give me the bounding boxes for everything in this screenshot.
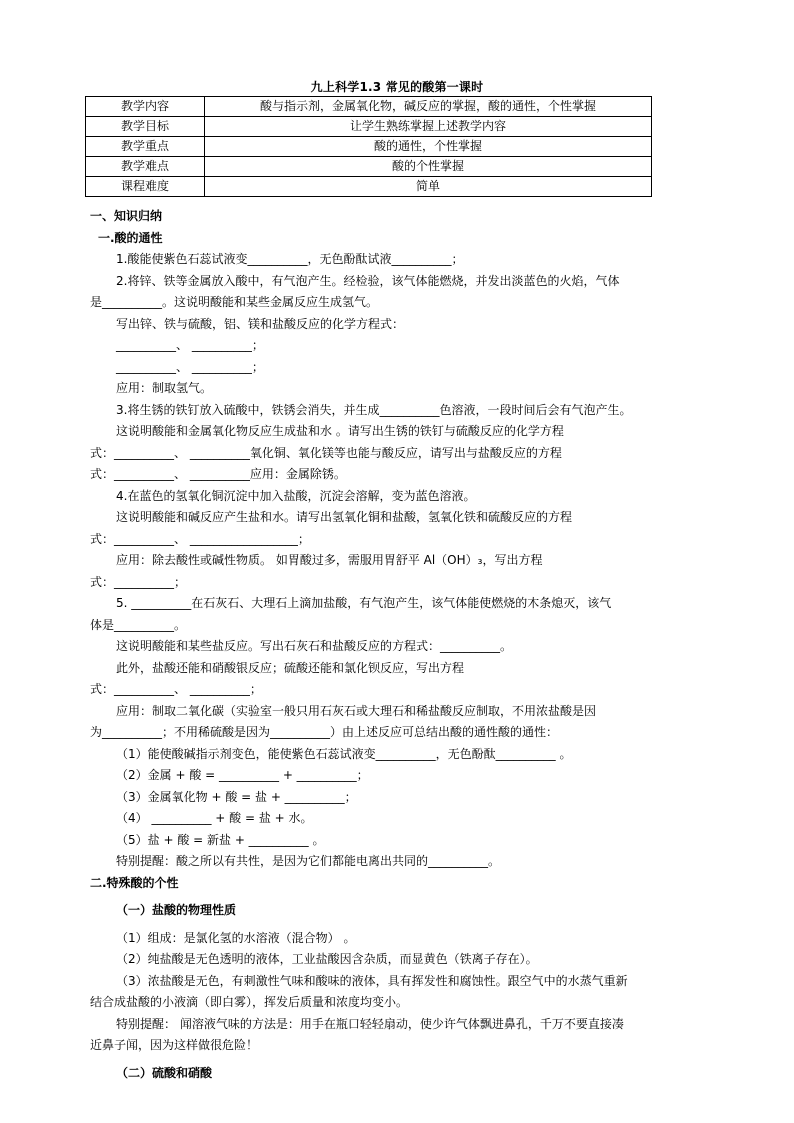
subsection-heading: 一.酸的通性 (98, 230, 163, 245)
paragraph-line: 是__________。这说明酸能和某些金属反应生成氢气。 (90, 295, 379, 309)
paragraph-line: 2.将锌、铁等金属放入酸中，有气泡产生。经检验，该气体能燃烧，并发出淡蓝色的火焰，气体 (116, 273, 620, 288)
paragraph-line: 写出锌、铁与硫酸，铝、镁和盐酸反应的化学方程式： (116, 316, 405, 331)
document-title: 九上科学1.3 常见的酸第一课时 (310, 80, 484, 94)
paragraph-line: 应用：除去酸性或碱性物质。 如胃酸过多，需服用胃舒平 Al（OH）₃，写出方程 (116, 553, 543, 567)
table-value: 酸的通性，个性掌握 (205, 137, 652, 157)
table-key: 教学重点 (86, 137, 205, 157)
paragraph-line: 式：__________、 __________氧化铜、氧化镁等也能与酸反应，请写出与盐酸反应的方程 (90, 445, 562, 460)
paragraph-line: 此外，盐酸还能和硝酸银反应；硫酸还能和氯化钡反应，写出方程 (116, 660, 465, 675)
paragraph-line: 应用：制取二氧化碳（实验室一般只用石灰石或大理石和稀盐酸反应制取，不用浓盐酸是因 (116, 703, 597, 718)
paragraph-line: 这说明酸能和某些盐反应。写出石灰石和盐酸反应的方程式：__________。 (116, 639, 513, 653)
list-item: （4） __________ + 酸 = 盐 + 水。 (116, 811, 313, 825)
paragraph-line: 应用：制取氢气。 (116, 381, 213, 395)
paragraph-line: 式：__________； (90, 574, 187, 589)
answer-blank-line: __________、 __________； (116, 338, 264, 352)
paragraph-line: 这说明酸能和金属氧化物反应生成盐和水 。请写出生锈的铁钉与硫酸反应的化学方程 (116, 424, 564, 438)
list-item: （3）金属氧化物 + 酸 = 盐 + __________； (116, 789, 357, 804)
paragraph-line: 式：__________、 __________应用：金属除锈。 (90, 467, 346, 481)
list-item: （5）盐 + 酸 = 新盐 + __________ 。 (116, 832, 325, 847)
list-item: （2）金属 + 酸 = __________ + __________； (116, 768, 369, 782)
paragraph-line: 3.将生锈的铁钉放入硫酸中，铁锈会消失，并生成__________色溶液，一段时间后会有气泡产生。 (116, 402, 632, 417)
list-item: （1）组成：是氯化氢的水溶液（混合物） 。 (116, 930, 356, 945)
table-row (86, 177, 652, 197)
section-heading: 二.特殊酸的个性 (90, 875, 179, 890)
table-key: 课程难度 (86, 177, 205, 197)
paragraph-line: 1.酸能使紫色石蕊试液变__________，无色酚酞试液__________； (116, 252, 464, 266)
lesson-info-table (85, 96, 652, 197)
table-row (86, 137, 652, 157)
table-value: 简单 (205, 177, 652, 197)
table-row (86, 117, 652, 137)
section-heading: 一、知识归纳 (90, 209, 163, 223)
list-item: （3）浓盐酸是无色，有刺激性气味和酸味的液体，具有挥发性和腐蚀性。跟空气中的水蒸气重新 (116, 973, 628, 988)
table-row (86, 97, 652, 117)
document-body (90, 206, 702, 1084)
special-note-line: 特别提醒： 闻溶液气味的方法是：用手在瓶口轻轻扇动，使少许气体飘进鼻孔，千万不要直接凑 (116, 1016, 624, 1031)
paragraph-line: 式：__________、 __________________； (90, 531, 310, 546)
subsection-heading: （二）硫酸和硝酸 (116, 1065, 213, 1080)
subsection-heading: （一）盐酸的物理性质 (116, 903, 237, 917)
table-value: 酸与指示剂，金属氧化物，碱反应的掌握，酸的通性，个性掌握 (205, 97, 652, 117)
table-key: 教学目标 (86, 117, 205, 137)
list-item: （2）纯盐酸是无色透明的液体，工业盐酸因含杂质，而显黄色（铁离子存在）。 (116, 952, 538, 966)
paragraph-line: 体是__________。 (90, 617, 187, 632)
table-value: 酸的个性掌握 (205, 157, 652, 177)
list-item: （1）能使酸碱指示剂变色，能使紫色石蕊试液变__________，无色酚酞__________ 。 (116, 746, 572, 761)
table-key: 教学内容 (86, 97, 205, 117)
answer-blank-line: __________、 __________； (116, 359, 264, 374)
paragraph-line: 式：__________、 __________； (90, 682, 262, 696)
table-value: 让学生熟练掌握上述教学内容 (205, 117, 652, 137)
table-row (86, 157, 652, 177)
paragraph-line: 这说明酸能和碱反应产生盐和水。请写出氢氧化铜和盐酸，氢氧化铁和硫酸反应的方程 (116, 510, 573, 524)
paragraph-line: 结合成盐酸的小液滴（即白雾），挥发后质量和浓度均变小。 (90, 995, 409, 1009)
paragraph-line: 为__________；不用稀硫酸是因为__________）由上述反应可总结出酸的通性酸的通性： (90, 725, 559, 739)
paragraph-line: 特别提醒：酸之所以有共性，是因为它们都能电离出共同的__________。 (116, 854, 501, 868)
paragraph-line: 4.在蓝色的氢氧化铜沉淀中加入盐酸，沉淀会溶解，变为蓝色溶液。 (116, 488, 476, 503)
paragraph-line: 近鼻子闻，因为这样做很危险！ (90, 1038, 259, 1052)
table-key: 教学难点 (86, 157, 205, 177)
paragraph-line: 5. __________在石灰石、大理石上滴加盐酸，有气泡产生，该气体能使燃烧的木条熄灭，该气 (116, 596, 612, 610)
